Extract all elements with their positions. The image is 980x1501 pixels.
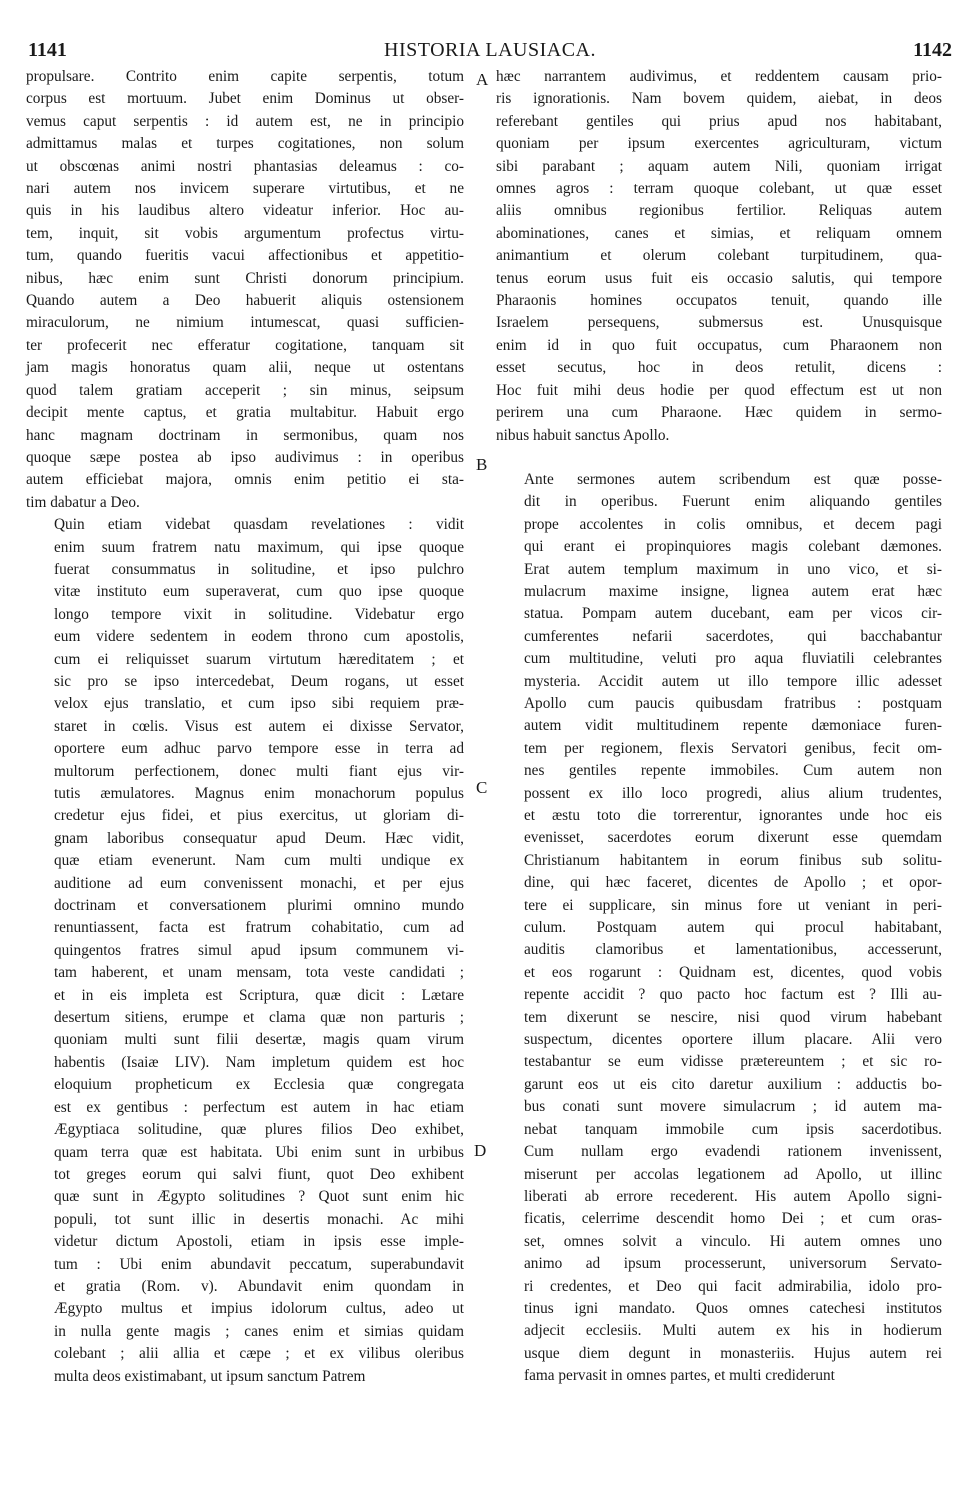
right-paragraph-2 (496, 469, 942, 1388)
text-line: usque diem degunt in monasteriis. Hujus autem rei (524, 1344, 942, 1362)
text-line: colebant ; alii allia et cæpe ; et ex vilibus oleribus (54, 1345, 464, 1363)
text-line: et in eis impleta est Scriptura, quæ dicit : Lætare (54, 986, 464, 1004)
text-line: vitæ instituto eum superaverat, cum quo ipse quoque (54, 583, 464, 601)
text-line: fama pervasit in omnes partes, et multi crediderunt (524, 1367, 835, 1385)
margin-marker-d: D (474, 1141, 487, 1160)
text-line: admittamus malas et turpes cogitationes, non solum (26, 135, 464, 153)
text-line: longo tempore vixit in solitudine. Videbatur ergo (54, 605, 464, 623)
text-line: habentis (Isaiæ LIV). Nam impletum quidem est hoc (54, 1053, 464, 1071)
text-line: tum : Ubi enim abundavit peccatum, superabundavit (54, 1255, 464, 1273)
page-number-right: 1142 (913, 39, 952, 61)
margin-marker-b: B (476, 455, 488, 474)
text-line: possent ex illo loco progredi, alius alium trudentes, (524, 784, 942, 802)
text-line: auditis clamoribus et lamentationibus, accesserunt, (524, 941, 942, 959)
text-line: eloquium propheticum ex Ecclesia quæ congregata (54, 1076, 464, 1094)
text-line: nibus, hæc enim sunt Christi donorum principium. (26, 269, 464, 287)
text-line: garunt eos ut eis cito daretur auxilium : adductis bo- (524, 1075, 942, 1093)
text-line: Ægyptiaca solitudine, quæ plures filios Deo exhibet, (54, 1121, 464, 1139)
text-line: eum videre sedentem in eodem throno cum apostolis, (54, 628, 464, 646)
text-line: quoque sæpe postea ab ipso audivimus : in operibus (26, 448, 464, 466)
text-line: animantium et olerum colebant turpitudinem, qua- (496, 247, 942, 265)
text-line: culum. Postquam autem qui procul habitabant, (524, 919, 942, 937)
text-line: tere ei supplicare, sin minus fore ut veniant in peri- (524, 896, 942, 914)
text-line: tem dixerunt se nescire, nisi quod virum habebant (524, 1008, 942, 1026)
text-line: Apollo cum paucis quibusdam fratribus : postquam (524, 694, 942, 712)
text-line: referebant gentiles qui prius apud nos habitabant, (496, 112, 942, 130)
text-line: hæc narrantem audivimus, et reddentem causam prio- (496, 68, 942, 85)
text-line: autem vidit multitudinem repente dæmoniace furen- (524, 717, 942, 735)
text-line: oportere eum adhuc parvo tempore esse in terra ad (54, 740, 464, 758)
text-line: staret in cœlis. Visus est autem ei dixisse Servator, (54, 717, 464, 735)
text-line: Pharaonis homines occupatos tenuit, quando ille (496, 292, 942, 310)
text-line: populi, tot sunt illic in desertis monachi. Ac mihi (54, 1210, 464, 1228)
text-line: miraculorum, ne nimium intumescat, quasi sufficien- (26, 314, 464, 332)
left-column (26, 66, 464, 1388)
text-line: et gratia (Rom. v). Abundavit enim quondam in (54, 1277, 464, 1295)
text-line: statua. Pompam autem ducebant, eam per vicos cir- (524, 605, 942, 623)
text-line: Israelem persequens, submersus est. Unusquisque (496, 314, 942, 332)
text-line: Cum nullam ergo evadendi rationem invenissent, (524, 1143, 942, 1161)
text-line: decipit mente captus, et gratia multabitur. Habuit ergo (26, 404, 464, 422)
text-line: quæ etiam evenerunt. Nam cum multi undique ex (54, 852, 464, 870)
left-paragraph-2 (26, 514, 464, 1388)
text-line: renuntiassent, facta est fratrum cohabitatio, cum ad (54, 919, 464, 937)
text-line: cumferentes nefarii sacerdotes, qui bacchabantur (524, 627, 942, 645)
running-title: HISTORIA LAUSIACA. (384, 39, 596, 61)
text-line: enim id in quo fuit occupatus, cum Pharaonem non (496, 336, 942, 354)
text-line: Quando autem a Deo habuerit aliquis ostensionem (26, 292, 464, 310)
text-line: bus conati sunt movere simulacrum ; id autem ma- (524, 1098, 942, 1116)
text-line: tam haberent, et unam mensam, tota veste candidati ; (54, 964, 464, 982)
text-line: suspectum, dicentes oportere illum placare. Alii vero (524, 1031, 942, 1049)
running-header (28, 38, 952, 62)
text-line: jam magis honoratus quam alii, neque ut ostentans (26, 359, 464, 377)
text-line: Ante sermones autem scribendum est quæ posse- (524, 470, 942, 488)
text-line: tem per regionem, flexis Servatori genibus, fecit om- (524, 739, 942, 757)
text-line: desertum sitiens, erumpe et clama quæ non parturis ; (54, 1009, 464, 1027)
text-line: propulsare. Contrito enim capite serpentis, totum (26, 68, 464, 85)
text-line: ter profecerit nec efferatur cogitatione, tanquam sit (26, 336, 464, 354)
text-line: nari autem nos invicem superare virtutibus, et ne (26, 180, 464, 198)
text-line: sibi parabant ; aquam autem Nili, quoniam irrigat (496, 157, 942, 175)
text-line: doctrinam et conversationem plurimi omnino mundo (54, 897, 464, 915)
text-line: quoniam multi sunt filii desertæ, magis quam virum (54, 1031, 464, 1049)
text-line: et æstu toto die torrerentur, ignorantes unde hoc eis (524, 807, 942, 824)
text-line: quam terra quæ est habitata. Ubi enim sunt in urbibus (54, 1143, 464, 1161)
text-line: testabantur se eum vidisse prætereuntem ; et sic ro- (524, 1053, 942, 1071)
text-line: set, omnes solvit a vinculo. Hi autem omnes uno (524, 1232, 942, 1250)
text-line: quingentos fratres simul apud ipsum communem vi- (54, 941, 464, 959)
left-paragraph-1 (26, 66, 464, 514)
text-line: cum multitudine, veluti pro aqua fluviatili celebrantes (524, 650, 942, 668)
text-line: tot greges eorum qui salvi fiunt, quot Deo exhibent (54, 1165, 464, 1183)
text-line: perirem una cum Pharaone. Hæc quidem in sermo- (496, 404, 942, 422)
text-line: quis in his laudibus altero videatur inferior. Hoc au- (26, 202, 464, 220)
text-line: in nulla gente magis ; canes enim et simias quidam (54, 1322, 464, 1340)
text-line: autem efficiebat majora, omnis enim petitio ei sta- (26, 471, 464, 489)
text-line: tinus igni mandato. Quos omnes catechesi institutos (524, 1299, 942, 1317)
text-line: miserunt per accolas legationem ad Apollo, ut illinc (524, 1165, 942, 1183)
right-paragraph-1 (496, 66, 942, 447)
text-line: hanc magnam doctrinam in sermonibus, quam nos (26, 426, 464, 444)
text-line: multorum perfectionem, donec multi fiant ejus vir- (54, 762, 464, 780)
text-line: liberati ab errore recederent. His autem Apollo signi- (524, 1187, 942, 1205)
text-line: tim dabatur a Deo. (26, 493, 140, 511)
text-line: tenus eorum usus fuit eis occasio salutis, qui tempore (496, 269, 942, 287)
text-line: auditione ad eum convenissent monachi, et per ejus (54, 874, 464, 892)
page-number-left: 1141 (28, 39, 67, 61)
text-line: enim suum fratrem natu maximum, qui ipse quoque (54, 538, 464, 556)
text-line: ut obscœnas animi nostri phantasias deleamus : co- (26, 157, 464, 175)
text-line: nes gentiles repente immobiles. Cum autem non (524, 762, 942, 780)
text-line: Hoc fuit mihi deus hodie per quod effectum est ut non (496, 381, 942, 399)
text-line: sic pro se ipso intercedebat, Deum rogans, ut esset (54, 672, 464, 690)
text-line: dine, qui hæc faceret, dicentes de Apollo ; et opor- (524, 874, 942, 892)
text-line: gnam laboribus consequatur apud Deum. Hæc vidit, (54, 829, 464, 847)
text-line: videtur dictum Apostoli, etiam in ipsis esse imple- (54, 1233, 464, 1251)
text-line: Ægypto multus et impius idolorum cultus, adeo ut (54, 1300, 464, 1318)
right-column (496, 66, 942, 1388)
text-line: est ex gentibus : perfectum est autem in hac etiam (54, 1098, 464, 1116)
text-line: tutis æmulatores. Magnus enim monachorum populus (54, 785, 464, 802)
margin-marker-a: A (476, 70, 489, 89)
text-line: fuerat consummatus in solitudine, et ipso pulchro (54, 560, 464, 578)
text-line: omnes agros : terram quoque colebant, ut quæ esset (496, 180, 942, 198)
text-line: abominationes, canes et simias, et reliquam omnem (496, 224, 942, 242)
text-line: vemus caput serpentis : id autem est, ne in principio (26, 112, 464, 130)
text-line: animo ad ipsum processerunt, universorum Servato- (524, 1255, 942, 1273)
text-line: quod talem gratiam acceperit ; sin minus, seipsum (26, 381, 464, 399)
text-line: mysteria. Accidit autem ut illo tempore illic adesset (524, 672, 942, 690)
text-line: ris ignorationis. Nam bovem quidem, aiebat, in deos (496, 90, 942, 108)
text-line: tem, inquit, sit vobis argumentum profectus virtu- (26, 224, 464, 242)
text-line: multa deos existimabant, ut ipsum sanctum Patrem (54, 1367, 366, 1385)
text-line: corpus est mortuum. Jubet enim Dominus ut obser- (26, 90, 464, 108)
text-line: quæ sunt in Ægypto solitudines ? Quot sunt enim hic (54, 1188, 464, 1206)
text-line: prope accolentes in colis omnibus, et decem pagi (524, 515, 942, 533)
text-line: quoniam per ipsum exercentes agriculturam, victum (496, 135, 942, 153)
text-line: ficatis, celerrime descendit homo Dei ; et cum oras- (524, 1210, 942, 1228)
text-line: aliis omnibus regionibus fertilior. Reliquas autem (496, 202, 942, 220)
text-line: ri credentes, et Deo qui facit admirabilia, idolo pro- (524, 1277, 942, 1295)
text-line: Quin etiam videbat quasdam revelationes : vidit (54, 516, 464, 534)
text-line: adjecit ecclesiis. Multi autem ex his in hodierum (524, 1322, 942, 1340)
margin-marker-c: C (476, 778, 488, 797)
text-line: et eos rogarunt : Quidnam est, dicentes, quod vobis (524, 963, 942, 981)
text-line: Erat autem templum maximum in uno vico, et si- (524, 560, 942, 578)
text-line: nibus habuit sanctus Apollo. (496, 426, 670, 444)
text-line: repente accidit ? quo pacto hoc factum est ? Illi au- (524, 986, 942, 1004)
text-line: tum, quando fueritis vacui affectionibus et appetitio- (26, 247, 464, 265)
text-line: qui erant ei propinquiores magis colebant dæmones. (524, 538, 942, 556)
text-line: nebat tanquam immobile cum ipsis sacerdotibus. (524, 1120, 942, 1138)
text-line: esset secutus, hoc in deos retulit, dicens : (496, 359, 942, 377)
text-line: velox ejus translatio, et cum ipso sibi requiem præ- (54, 695, 464, 713)
text-line: mulacrum maxime insigne, lignea autem erat hæc (524, 582, 942, 600)
text-line: dit in operibus. Fuerunt enim aliquando gentiles (524, 493, 942, 511)
text-line: evenisset, sacerdotes eorum dixerunt esse quemdam (524, 829, 942, 847)
text-line: credetur ejus fidei, et pius exercitus, ut gloriam di- (54, 807, 464, 825)
text-line: cum ei reliquisset suarum virtutum hæreditatem ; et (54, 650, 464, 668)
text-line: Christianum habitantem in eorum finibus sub solitu- (524, 851, 942, 869)
